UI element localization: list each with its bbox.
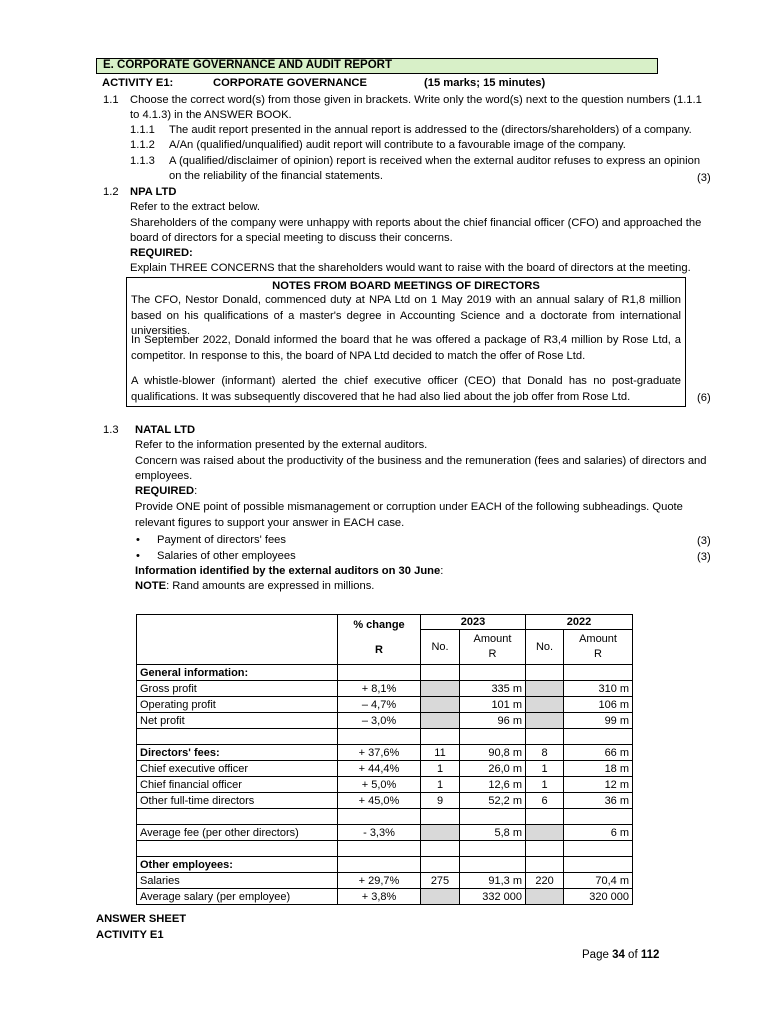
header-amount-label: Amount (473, 633, 512, 645)
header-pct-r: R (375, 644, 383, 656)
row-amount-2022: 310 m (564, 681, 633, 697)
answer-sheet-activity: ACTIVITY E1 (96, 929, 164, 941)
row-no-2023: 275 (421, 873, 460, 889)
row-label: Average salary (per employee) (137, 889, 338, 905)
row-label: Other full-time directors (137, 793, 338, 809)
row-no-2023: 11 (421, 745, 460, 761)
row-pct: – 3,0% (338, 713, 421, 729)
bullet-employee-salaries-marks: (3) (697, 551, 711, 563)
row-amount-2023: 96 m (460, 713, 526, 729)
q1-3-number: 1.3 (103, 424, 119, 436)
general-heading-text: General information (140, 666, 245, 679)
q1-3-task-cont: relevant figures to support your answer in EACH case. (135, 517, 405, 529)
footer-page-number: 34 (612, 949, 625, 961)
q1-1-3-number: 1.1.3 (130, 155, 155, 167)
footer-page-prefix: Page (582, 949, 613, 961)
row-amount-2022: 18 m (564, 761, 633, 777)
q1-1-3-text-cont: on the reliability of the financial statements. (169, 170, 383, 182)
table-spacer-row (137, 729, 633, 745)
q1-3-task: Provide ONE point of possible mismanagement or corruption under EACH of the following subheadings. Quote (135, 501, 683, 513)
directors-heading-text: Directors' fees (140, 746, 216, 759)
header-amount-r: R (594, 648, 602, 660)
q1-2-paragraph-cont: board of directors for a special meeting to discuss their concerns. (130, 232, 453, 244)
directors-heading: Directors' fees: (137, 745, 338, 761)
q1-3-title: NATAL LTD (135, 424, 196, 436)
employees-heading-text: Other employees (140, 858, 230, 871)
row-amount-2022: 106 m (564, 697, 633, 713)
row-amount-2022: 99 m (564, 713, 633, 729)
note-label: NOTE (135, 580, 167, 592)
table-row (137, 777, 633, 793)
board-notes-title: NOTES FROM BOARD MEETINGS OF DIRECTORS (272, 280, 540, 292)
q1-3-required-colon: : (194, 485, 198, 497)
row-pct: + 45,0% (338, 793, 421, 809)
board-notes-paragraph-3: A whistle-blower (informant) alerted the chief executive officer (CEO) that Donald has no post-graduate qualifications. It was subsequently discovered that he had also lied about the job offer from Rose Ltd. (131, 375, 681, 403)
q1-1-2-text: A/An (qualified/unqualified) audit report will contribute to a favourable image of the company. (169, 139, 626, 151)
q1-2-refer: Refer to the extract below. (130, 201, 260, 213)
activity-line (102, 77, 662, 91)
header-label-cell (137, 615, 338, 665)
bullet-dot: • (136, 550, 140, 562)
header-no-2022: No. (526, 630, 564, 665)
row-label: Average fee (per other directors) (137, 825, 338, 841)
q1-2-required: REQUIRED: (130, 247, 193, 259)
row-pct: + 29,7% (338, 873, 421, 889)
q1-1-intro: Choose the correct word(s) from those given in brackets. Write only the word(s) next to the question numbers (1.1.1 (130, 94, 702, 106)
q1-3-refer: Refer to the information presented by the external auditors. (135, 439, 428, 451)
table-row (137, 793, 633, 809)
row-pct: + 3,8% (338, 889, 421, 905)
row-amount-2023: 90,8 m (460, 745, 526, 761)
bullet-directors-fees: Payment of directors' fees (157, 534, 286, 546)
note-line (135, 580, 374, 592)
header-year-2022: 2022 (526, 615, 633, 630)
header-pct-change (338, 615, 421, 665)
q1-2-paragraph: Shareholders of the company were unhappy with reports about the chief financial officer (CFO) and approached the (130, 217, 702, 229)
header-year-2023: 2023 (421, 615, 526, 630)
board-notes-paragraph-1: The CFO, Nestor Donald, commenced duty at NPA Ltd on 1 May 2019 with an annual salary of R1,8 million based on his qualifications of a master's degree in Accounting Science and a doctorate from international universities. (131, 294, 681, 337)
row-pct: + 5,0% (338, 777, 421, 793)
row-amount-2023: 91,3 m (460, 873, 526, 889)
row-no-2023: 9 (421, 793, 460, 809)
bullet-dot: • (136, 534, 140, 546)
bullet-directors-fees-marks: (3) (697, 535, 711, 547)
row-amount-2023: 5,8 m (460, 825, 526, 841)
row-pct: - 3,3% (338, 825, 421, 841)
q1-1-1-number: 1.1.1 (130, 124, 155, 136)
row-amount-2023: 332 000 (460, 889, 526, 905)
row-no-2022: 6 (526, 793, 564, 809)
q1-2-title: NPA LTD (130, 186, 177, 198)
bullet-employee-salaries: Salaries of other employees (157, 550, 296, 562)
board-notes-box (126, 277, 686, 407)
table-row (137, 697, 633, 713)
header-no-2023: No. (421, 630, 460, 665)
table-header-row (137, 615, 633, 630)
q1-1-intro-cont: to 4.1.3) in the ANSWER BOOK. (130, 109, 292, 121)
table-row (137, 681, 633, 697)
q1-2-marks: (6) (697, 392, 711, 404)
table-spacer-row (137, 809, 633, 825)
info-heading-line (135, 565, 443, 577)
row-amount-2022: 70,4 m (564, 873, 633, 889)
activity-title: CORPORATE GOVERNANCE (213, 77, 367, 89)
employees-heading: Other employees: (137, 857, 338, 873)
row-label: Chief executive officer (137, 761, 338, 777)
header-amount-label: Amount (579, 633, 617, 645)
row-label: Salaries (137, 873, 338, 889)
note-text: : Rand amounts are expressed in millions. (166, 580, 375, 592)
row-label: Gross profit (137, 681, 338, 697)
q1-1-3-text: A (qualified/disclaimer of opinion) report is received when the external auditor refuses to express an opinion (169, 155, 701, 167)
q1-2-task: Explain THREE CONCERNS that the shareholders would want to raise with the board of directors at the meeting. (130, 262, 691, 274)
row-no-2022: 1 (526, 761, 564, 777)
row-no-2022: 8 (526, 745, 564, 761)
row-no-2022: 1 (526, 777, 564, 793)
q1-2-number: 1.2 (103, 186, 119, 198)
table-row (137, 761, 633, 777)
footer-page-total: 112 (640, 949, 660, 961)
row-amount-2022: 36 m (564, 793, 633, 809)
board-notes-paragraph-2: In September 2022, Donald informed the board that he was offered a package of R3,4 million by Rose Ltd, a competitor. In response to this, the board of NPA Ltd decided to match the offer of Rose Ltd. (131, 334, 681, 362)
header-pct-change-label: % change (353, 619, 405, 631)
section-heading: E. CORPORATE GOVERNANCE AND AUDIT REPORT (96, 58, 658, 74)
row-pct: + 8,1% (338, 681, 421, 697)
answer-sheet-heading: ANSWER SHEET (96, 913, 187, 925)
activity-code: ACTIVITY E1: (102, 77, 174, 89)
activity-marks: (15 marks; 15 minutes) (424, 77, 546, 89)
table-row (137, 713, 633, 729)
table-row (137, 825, 633, 841)
q1-1-1-text: The audit report presented in the annual report is addressed to the (directors/shareholders) of a company. (169, 124, 692, 136)
table-row (137, 665, 633, 681)
row-pct: + 44,4% (338, 761, 421, 777)
q1-3-paragraph: Concern was raised about the productivity of the business and the remuneration (fees and salaries) of directors and (135, 455, 707, 467)
q1-1-marks: (3) (697, 172, 711, 184)
info-heading: Information identified by the external auditors on 30 June (135, 565, 441, 577)
row-amount-2022: 6 m (564, 825, 633, 841)
row-label: Net profit (137, 713, 338, 729)
table-row (137, 745, 633, 761)
row-no-2023: 1 (421, 761, 460, 777)
table-row (137, 889, 633, 905)
auditor-info-table (136, 614, 633, 905)
row-label: Operating profit (137, 697, 338, 713)
footer-of: of (624, 949, 641, 961)
row-amount-2023: 52,2 m (460, 793, 526, 809)
general-heading: General information: (137, 665, 338, 681)
header-amount-r: R (488, 648, 497, 660)
q1-3-paragraph-cont: employees. (135, 470, 193, 482)
q1-1-number: 1.1 (103, 94, 119, 106)
row-no-2023: 1 (421, 777, 460, 793)
row-amount-2023: 101 m (460, 697, 526, 713)
table-spacer-row (137, 841, 633, 857)
page-footer (582, 949, 659, 961)
q1-3-required: REQUIRED (135, 485, 195, 497)
row-pct: – 4,7% (338, 697, 421, 713)
row-amount-2022: 66 m (564, 745, 633, 761)
row-amount-2022: 12 m (564, 777, 633, 793)
row-no-2022: 220 (526, 873, 564, 889)
row-amount-2022: 320 000 (564, 889, 633, 905)
row-pct: + 37,6% (338, 745, 421, 761)
q1-3-required-line (135, 485, 197, 497)
q1-1-2-number: 1.1.2 (130, 139, 155, 151)
table-row (137, 873, 633, 889)
row-label: Chief financial officer (137, 777, 338, 793)
table-row (137, 857, 633, 873)
row-amount-2023: 26,0 m (460, 761, 526, 777)
header-amount-2022 (564, 630, 633, 665)
header-amount-2023 (460, 630, 526, 665)
row-amount-2023: 335 m (460, 681, 526, 697)
info-heading-colon: : (440, 565, 444, 577)
row-amount-2023: 12,6 m (460, 777, 526, 793)
